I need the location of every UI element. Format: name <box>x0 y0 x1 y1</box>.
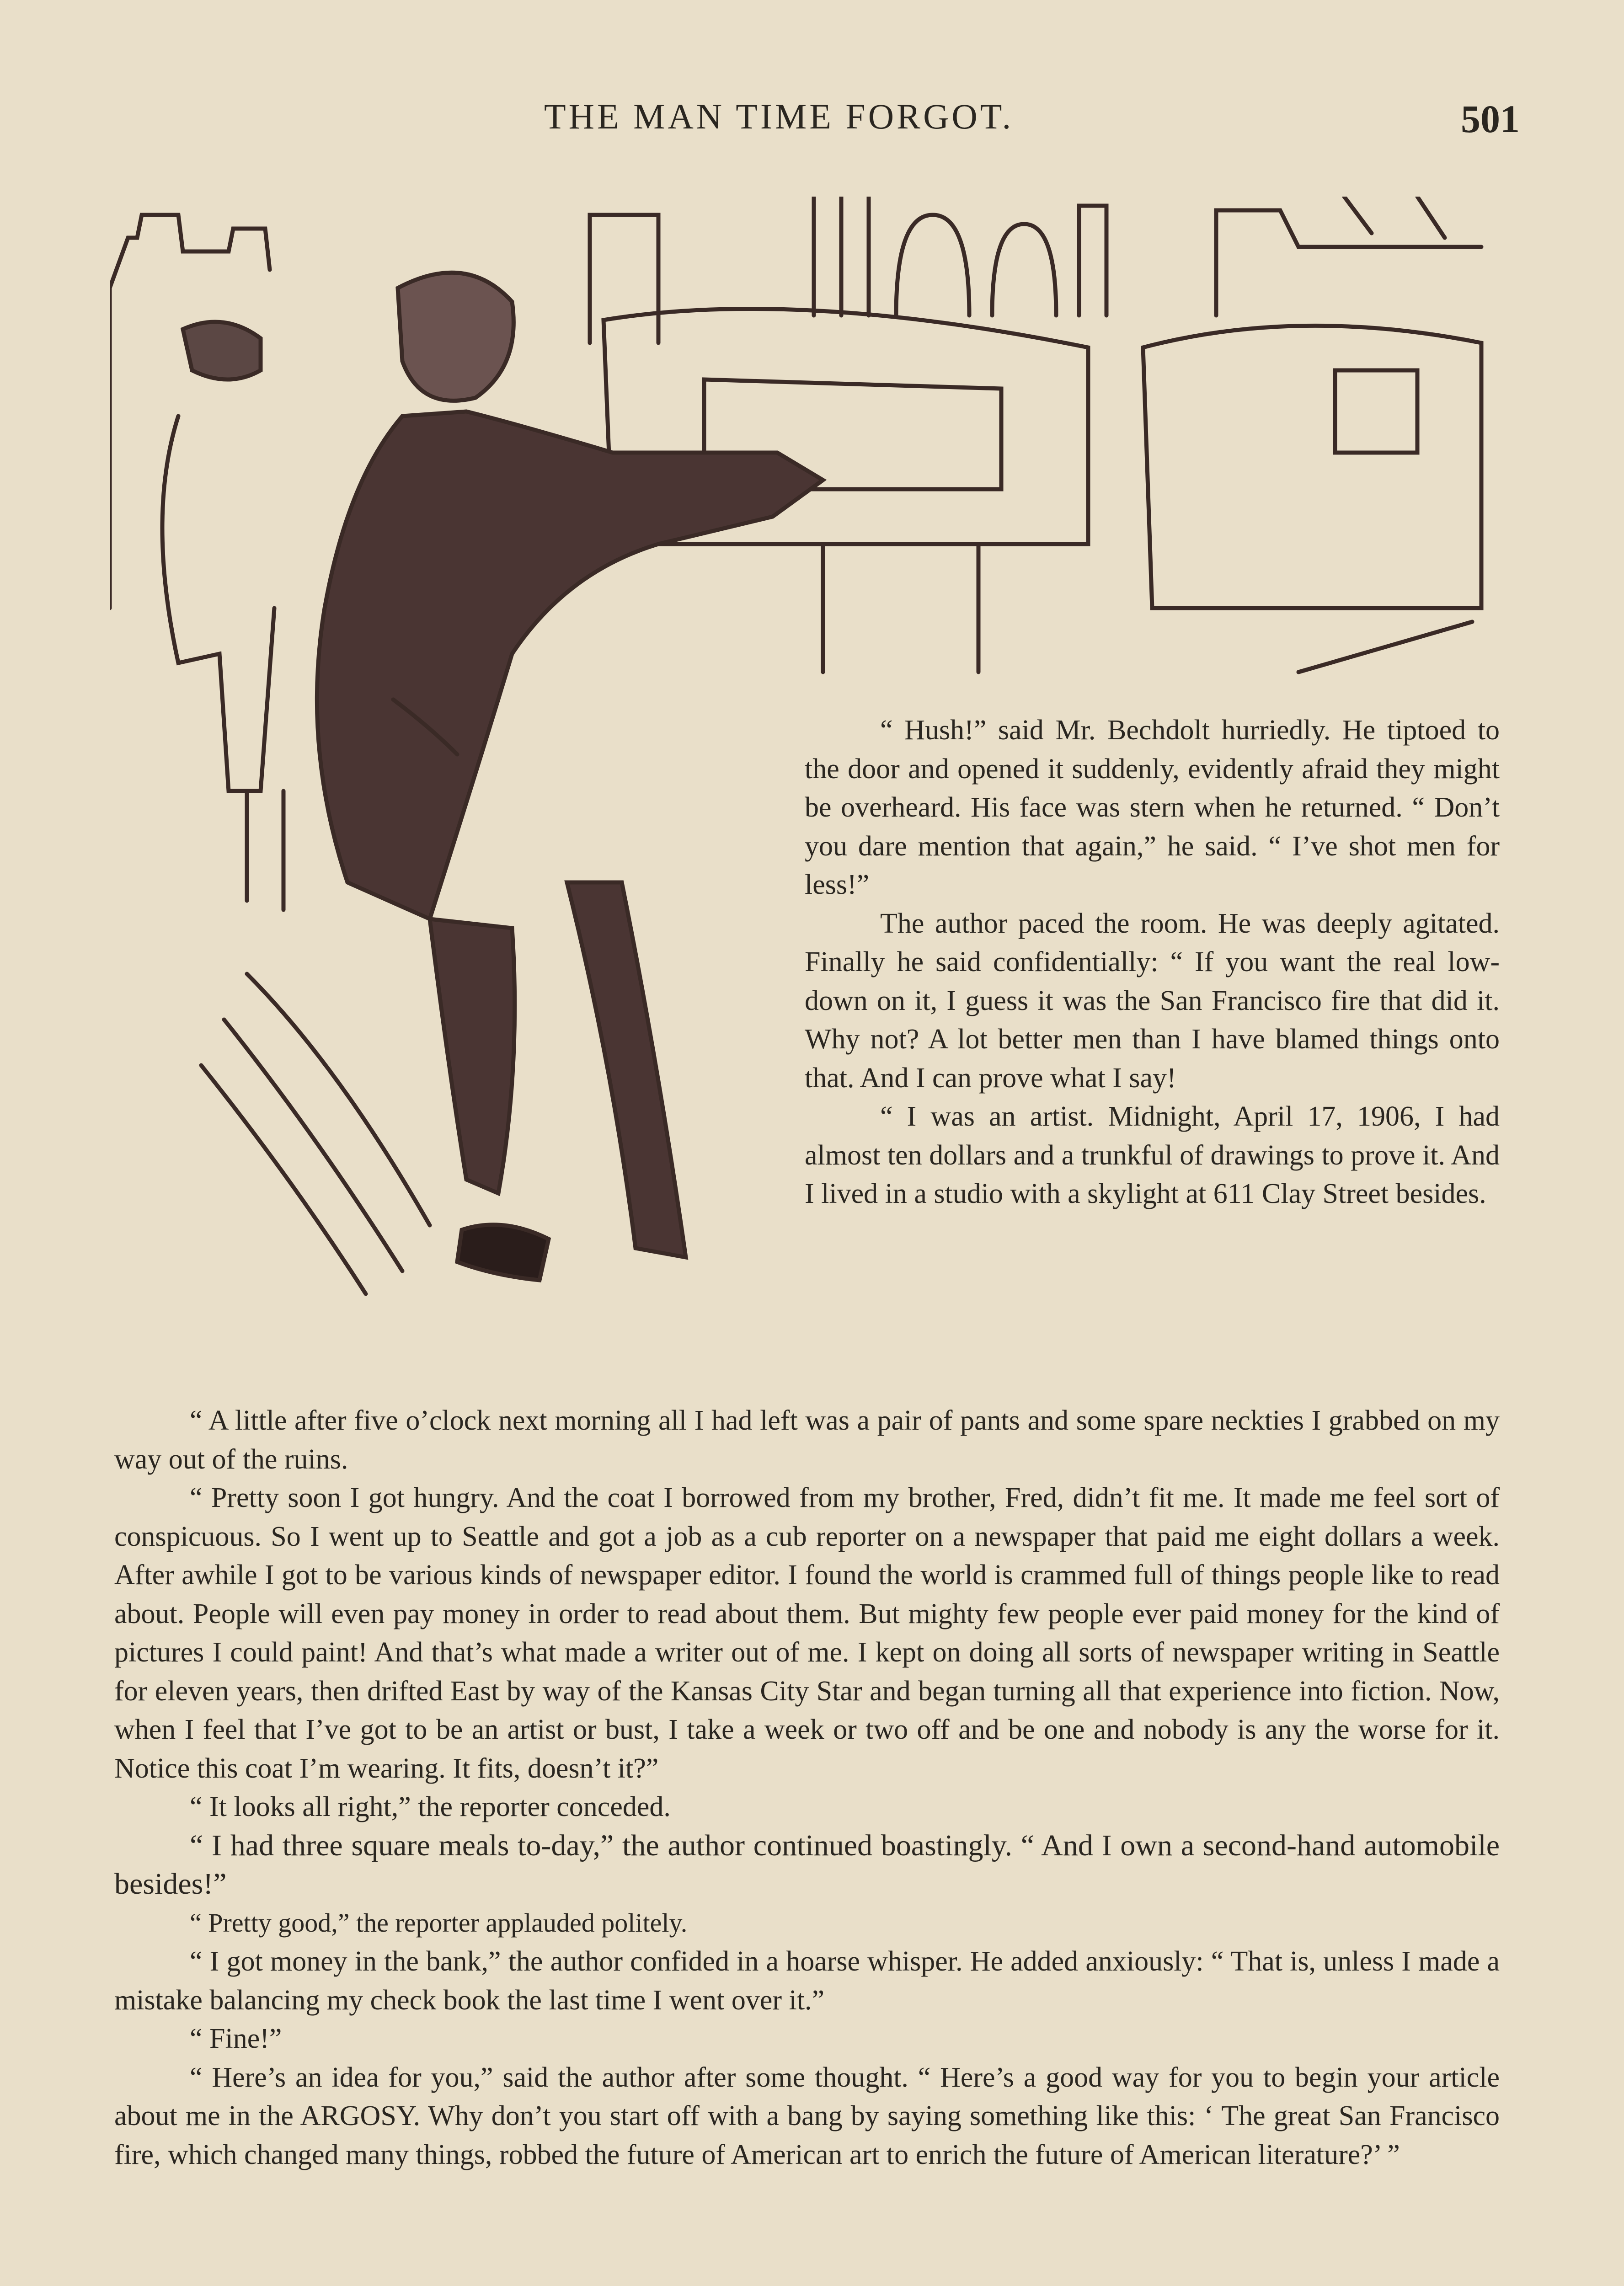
running-title: THE MAN TIME FORGOT. <box>544 96 1014 136</box>
paragraph: “ Pretty good,” the reporter applauded politely. <box>190 1907 688 1938</box>
page-header <box>0 96 1624 151</box>
paragraph: “ I got money in the bank,” the author confided in a hoarse whisper. He added anxiously: “ That is, unless I made a mistake balancing my check book the last time I went over it.” <box>114 1946 1500 2016</box>
page-number: 501 <box>1461 97 1520 141</box>
paragraph: “ I was an artist. Midnight, April 17, 1906, I had almost ten dollars and a trunkful of drawings to prove it. And I lived in a studio with a skylight at 611 Clay Street besides. <box>805 1101 1500 1209</box>
paragraph: The author paced the room. He was deeply agitated. Finally he said confidentially: “ If you want the real low-down on it, I guess it was the San Francisco fire that did it. Why not? A lot better men than I have blamed things onto that. And I can prove what I say! <box>805 908 1500 1094</box>
paragraph: “ It looks all right,” the reporter conceded. <box>190 1791 671 1822</box>
paragraph: “ Pretty soon I got hungry. And the coat I borrowed from my brother, Fred, didn’t fit me. It made me feel sort of conspicuous. So I went up to Seattle and got a job as a cub reporter on a newspaper that paid me eight dollars a week. After awhile I got to be various kinds of newspaper editor. I found the world is crammed full of things people like to read about. People will even pay money in order to read about them. But mighty few people ever paid money for the kind of pictures I could paint! And that’s what made a writer out of me. I kept on doing all sorts of newspaper writing in Seattle for eleven years, then drifted East by way of the Kansas City Star and began turning all that experience into fiction. Now, when I feel that I’ve got to be an artist or bust, I take a week or two off and be one and nobody is any the worse for it. Notice this coat I’m wearing. It fits, doesn’t it?” <box>114 1482 1500 1784</box>
full-width-text-block <box>114 1401 1500 2174</box>
paragraph: “ A little after five o’clock next morning all I had left was a pair of pants and some spare neckties I grabbed on my way out of the ruins. <box>114 1405 1500 1475</box>
paragraph: “ Hush!” said Mr. Bechdolt hurriedly. He tiptoed to the door and opened it suddenly, evidently afraid they might be overheard. His face was stern when he returned. “ Don’t you dare mention that again,” he said. “ I’ve shot men for less!” <box>805 715 1500 900</box>
paragraph: “ I had three square meals to-day,” the author continued boastingly. “ And I own a second-hand automobile besides!” <box>114 1828 1500 1901</box>
column-text-block <box>805 711 1500 1213</box>
paragraph: “ Fine!” <box>190 2023 282 2054</box>
paragraph: “ Here’s an idea for you,” said the author after some thought. “ Here’s a good way for you to begin your article about me in the ARGOSY. Why don’t you start off with a bang by saying something like this: ‘ The great San Francisco fire, which changed many things, robbed the future of American art to enrich the future of American literature?’ ” <box>114 2062 1500 2170</box>
